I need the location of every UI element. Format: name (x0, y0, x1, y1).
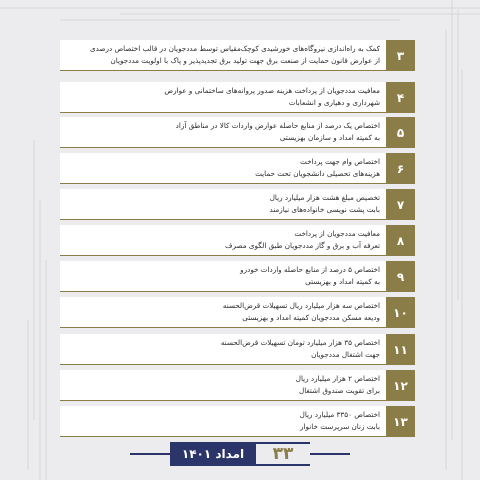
list-item-number: ۱۱ (386, 334, 415, 365)
list-item-number: ۴ (386, 82, 415, 113)
list-item-line: بابت پشت نویسی خانواده‌های نیازمند (269, 205, 380, 214)
list-item-line: برای تقویت صندوق اشتغال (298, 386, 380, 395)
list-item (60, 40, 415, 71)
list-item (60, 153, 415, 184)
list-item (60, 297, 415, 328)
list-item-line: جهت اشتغال مددجویان (311, 350, 380, 359)
list-item-line: بابت زنان سرپرست خانوار (300, 422, 380, 431)
list-item-line: به کمیته امداد و سازمان بهزیستی (279, 133, 380, 142)
list-item (60, 117, 415, 148)
list-item (60, 261, 415, 292)
list-item-text (60, 40, 386, 71)
page-number: ۳۳ (256, 442, 310, 466)
list-item-number: ۵ (386, 117, 415, 148)
list-item-number: ۱۳ (386, 406, 415, 437)
list-item-text (60, 225, 386, 256)
list-item (60, 406, 415, 437)
list-item-line: تعرفه آب و برق و گاز مددجویان طبق الگوی مصرف (225, 241, 380, 250)
page-footer (170, 442, 310, 466)
list-item-line: به کمیته امداد و بهزیستی (305, 277, 380, 286)
list-item-text (60, 370, 386, 401)
issue-label: امداد ۱۴۰۱ (170, 442, 256, 466)
list-item-line: کمک به راه‌اندازی نیروگاه‌های خورشیدی کوچک‌مقیاس توسط مددجویان در قالب اختصاص درصدی (90, 44, 380, 53)
list-item-line: اختصاص ۳۵ هزار میلیارد تومان تسهیلات قرض‌الحسنه (220, 338, 380, 347)
list-item (60, 189, 415, 220)
list-item-line: معافیت مددجویان از پرداخت هزینه صدور پروانه‌های ساختمانی و عوارض (164, 86, 380, 95)
list-item-text (60, 117, 386, 148)
list-item-text (60, 189, 386, 220)
list-item-line: اختصاص ۲ هزار میلیارد ریال (295, 374, 380, 383)
list-item-line: اختصاص یک درصد از منابع حاصله عوارض واردات کالا در مناطق آزاد (175, 121, 380, 130)
list-item-number: ۶ (386, 153, 415, 184)
list-item (60, 370, 415, 401)
footer-rule-left (130, 453, 170, 455)
list-item-line: تخصیص مبلغ هشت هزار میلیارد ریال (269, 193, 380, 202)
list-item-line: معافیت مددجویان از پرداخت (294, 229, 380, 238)
list-item-number: ۱۲ (386, 370, 415, 401)
list-item-text (60, 82, 386, 113)
list-item-line: اختصاص ۳۳۵۰ میلیارد ریال (299, 410, 380, 419)
list-item-text (60, 406, 386, 437)
list-item-line: اختصاص سه هزار میلیارد ریال تسهیلات قرض‌الحسنه (222, 301, 380, 310)
footer-rule-right (310, 453, 350, 455)
list-item-line: ودیعه مسکن مددجویان کمیته امداد و بهزیستی (242, 313, 380, 322)
list-item (60, 82, 415, 113)
list-item-line: اختصاص وام جهت پرداخت (300, 157, 380, 166)
list-item-number: ۱۰ (386, 297, 415, 328)
list-item-number: ۷ (386, 189, 415, 220)
list-item-line: از عوارض قانون حمایت از صنعت برق جهت تولید برق تجدیدپذیر و پاک با اولویت مددجویان (110, 56, 380, 65)
list-item-text (60, 297, 386, 328)
list-item (60, 334, 415, 365)
list-item-line: شهرداری و دهیاری و انشعابات (288, 98, 380, 107)
list-item-text (60, 334, 386, 365)
list-item-line: اختصاص ۵ درصد از منابع حاصله واردات خودرو (240, 265, 380, 274)
list-item-number: ۹ (386, 261, 415, 292)
list-item-line: هزینه‌های تحصیلی دانشجویان تحت حمایت (255, 169, 380, 178)
list-item-number: ۸ (386, 225, 415, 256)
list-item-text (60, 153, 386, 184)
list-item-number: ۳ (386, 40, 415, 71)
list-item-text (60, 261, 386, 292)
list-item (60, 225, 415, 256)
